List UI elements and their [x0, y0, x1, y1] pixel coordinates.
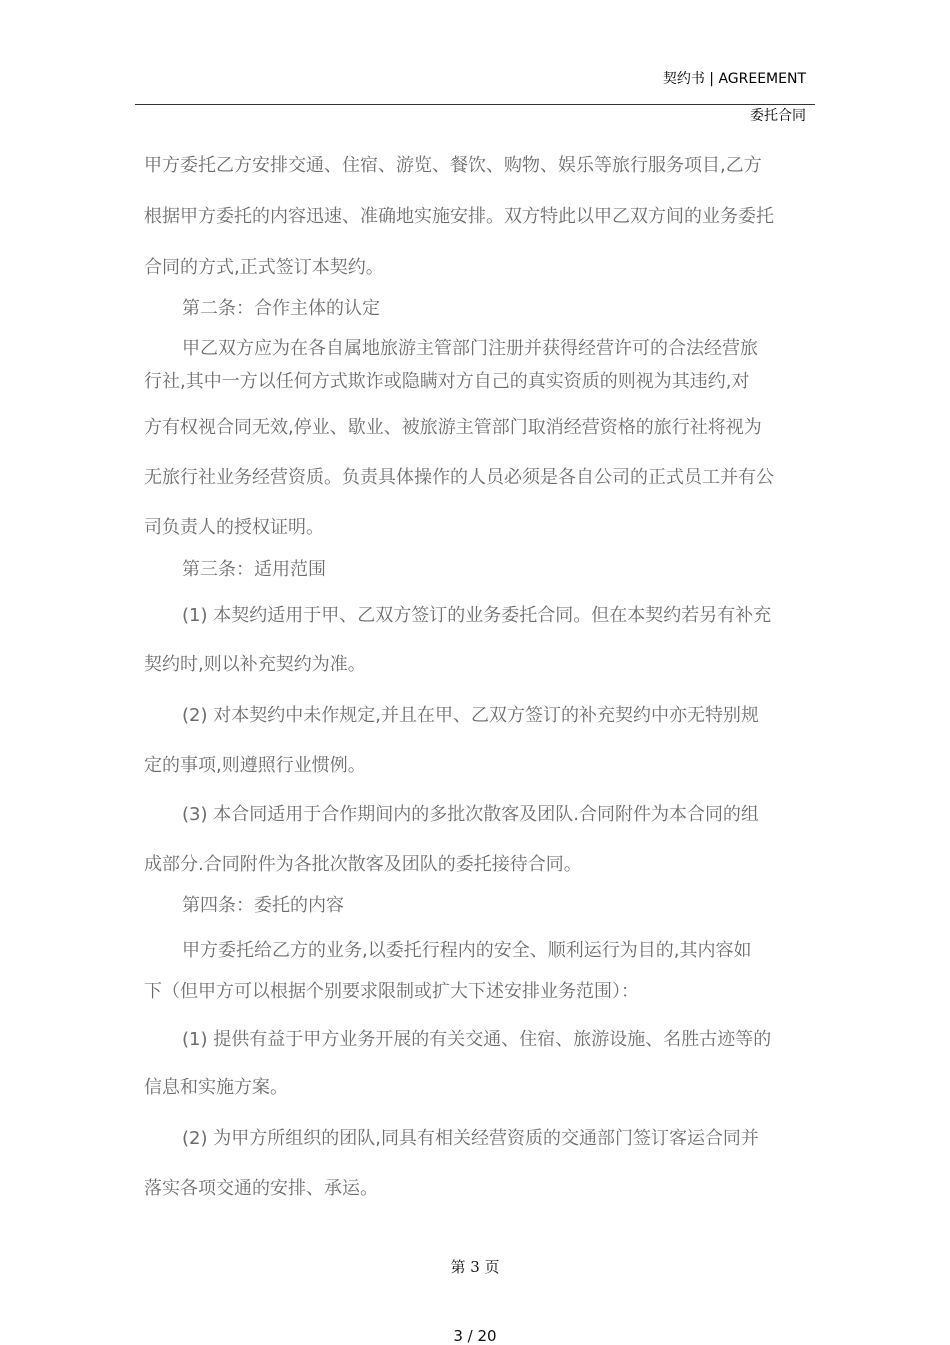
body-line: (3) 本合同适用于合作期间内的多批次散客及团队.合同附件为本合同的组	[182, 804, 759, 825]
body-line: 下（但甲方可以根据个别要求限制或扩大下述安排业务范围）：	[144, 981, 639, 1002]
body-line: (1) 本契约适用于甲、乙双方签订的业务委托合同。但在本契约若另有补充	[182, 605, 772, 626]
body-line: 契约时,则以补充契约为准。	[144, 654, 366, 675]
body-line: 行社,其中一方以任何方式欺诈或隐瞒对方自己的真实资质的则视为其违约,对	[144, 371, 750, 392]
body-line: 成部分.合同附件为各批次散客及团队的委托接待合同。	[144, 854, 582, 875]
body-line: 甲乙双方应为在各自属地旅游主管部门注册并获得经营许可的合法经营旅	[182, 338, 758, 359]
body-line: 定的事项,则遵照行业惯例。	[144, 755, 366, 776]
body-line: 信息和实施方案。	[144, 1077, 288, 1098]
body-line: 方有权视合同无效,停业、歇业、被旅游主管部门取消经营资格的旅行社将视为	[144, 417, 762, 438]
page-counter: 3 / 20	[453, 1327, 497, 1345]
body-line: 司负责人的授权证明。	[144, 517, 324, 538]
section-heading: 第三条：适用范围	[182, 559, 326, 580]
body-line: (2) 为甲方所组织的团队,同具有相关经营资质的交通部门签订客运合同并	[182, 1128, 759, 1149]
body-line: 根据甲方委托的内容迅速、准确地实施安排。双方特此以甲乙双方间的业务委托	[144, 206, 774, 227]
body-line: (1) 提供有益于甲方业务开展的有关交通、住宿、旅游设施、名胜古迹等的	[182, 1029, 772, 1050]
body-line: 无旅行社业务经营资质。负责具体操作的人员必须是各自公司的正式员工并有公	[144, 467, 774, 488]
body-line: 合同的方式,正式签订本契约。	[144, 257, 384, 278]
body-line: 落实各项交通的安排、承运。	[144, 1178, 378, 1199]
section-heading: 第四条：委托的内容	[182, 895, 344, 916]
page-number-label: 第 3 页	[450, 1258, 500, 1276]
body-line: (2) 对本契约中未作规定,并且在甲、乙双方签订的补充契约中亦无特别规	[182, 705, 759, 726]
header-title: 契约书 | AGREEMENT	[662, 71, 806, 87]
header-subtitle: 委托合同	[750, 108, 806, 124]
section-heading: 第二条：合作主体的认定	[182, 298, 380, 319]
header-divider	[135, 104, 815, 105]
body-line: 甲方委托给乙方的业务,以委托行程内的安全、顺利运行为目的,其内容如	[182, 940, 752, 961]
body-line: 甲方委托乙方安排交通、住宿、游览、餐饮、购物、娱乐等旅行服务项目,乙方	[144, 155, 762, 176]
